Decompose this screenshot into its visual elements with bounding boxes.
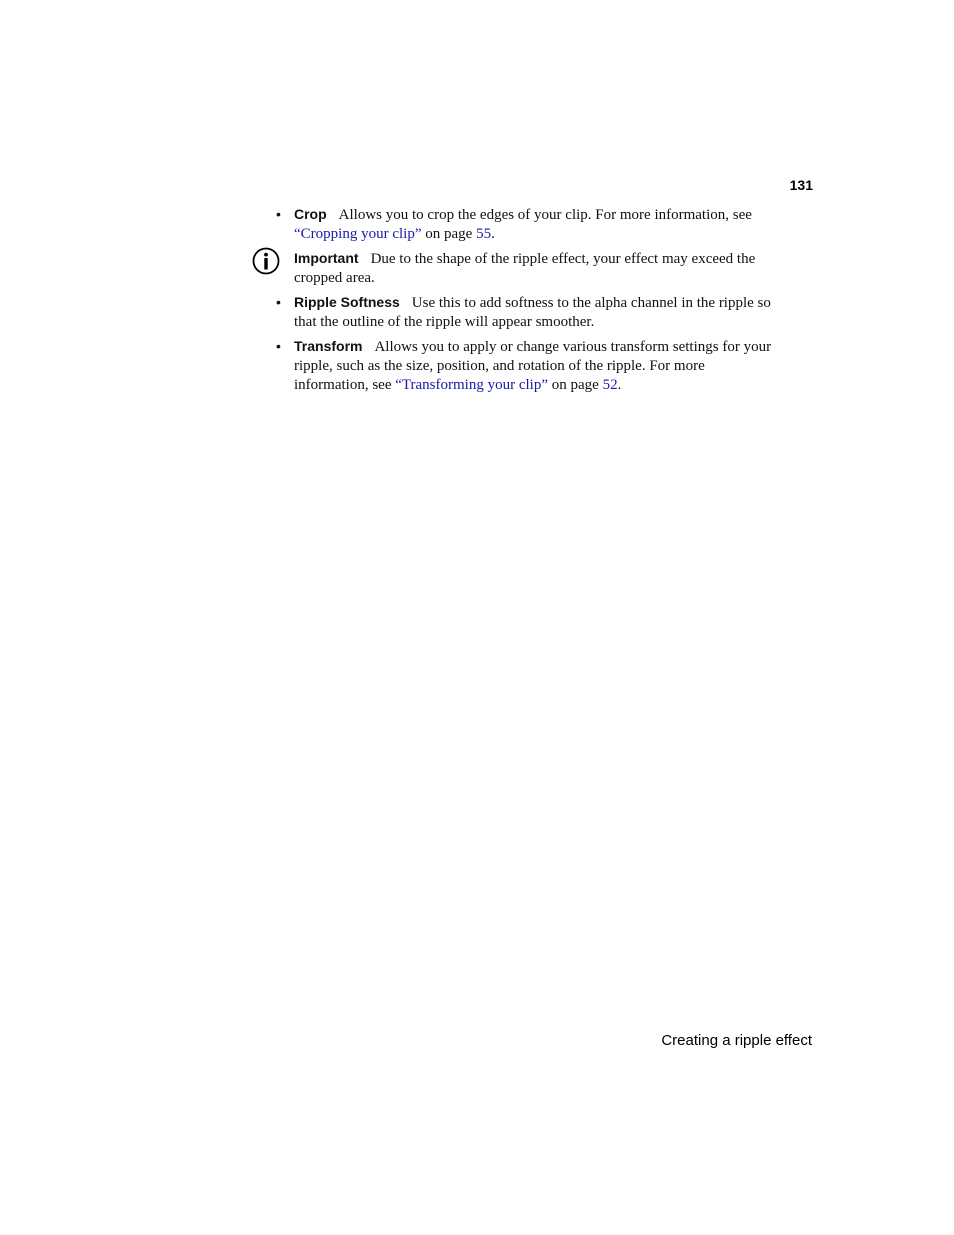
page-link[interactable]: 55: [476, 226, 492, 242]
list-item-transform: [276, 337, 772, 395]
list-item-crop: [276, 205, 772, 244]
page-content: [276, 205, 772, 400]
item-text-end: .: [617, 377, 622, 393]
note-term: Important: [294, 250, 359, 266]
cross-reference-link[interactable]: “Transforming your clip”: [395, 377, 548, 393]
cross-reference-link[interactable]: “Cropping your clip”: [294, 226, 422, 242]
page-number: 131: [789, 177, 813, 193]
item-text-after-link: on page: [548, 377, 603, 393]
info-icon: [252, 247, 280, 275]
list-item-ripple-softness: [276, 293, 772, 332]
item-text-after-link: on page: [421, 226, 477, 242]
item-text: Use this to add softness to the alpha channel in the ripple so that the outline of the ripple will appear smoother.: [294, 295, 771, 330]
note-important: [294, 249, 772, 288]
bullet: •: [276, 338, 281, 354]
bullet: •: [276, 206, 281, 222]
item-term: Transform: [294, 338, 363, 354]
bullet: •: [276, 294, 281, 310]
item-term: Ripple Softness: [294, 294, 400, 310]
item-text: Allows you to apply or change various transform settings for your ripple, such as the size, position, and rotation of the ripple. For more information, see: [294, 339, 772, 393]
running-footer: Creating a ripple effect: [661, 1032, 812, 1049]
page-link[interactable]: 52: [602, 377, 618, 393]
item-text-end: .: [491, 226, 495, 242]
item-term: Crop: [294, 206, 327, 222]
item-text: Allows you to crop the edges of your clip. For more information, see: [338, 207, 752, 223]
note-text: Due to the shape of the ripple effect, your effect may exceed the cropped area.: [294, 251, 756, 286]
